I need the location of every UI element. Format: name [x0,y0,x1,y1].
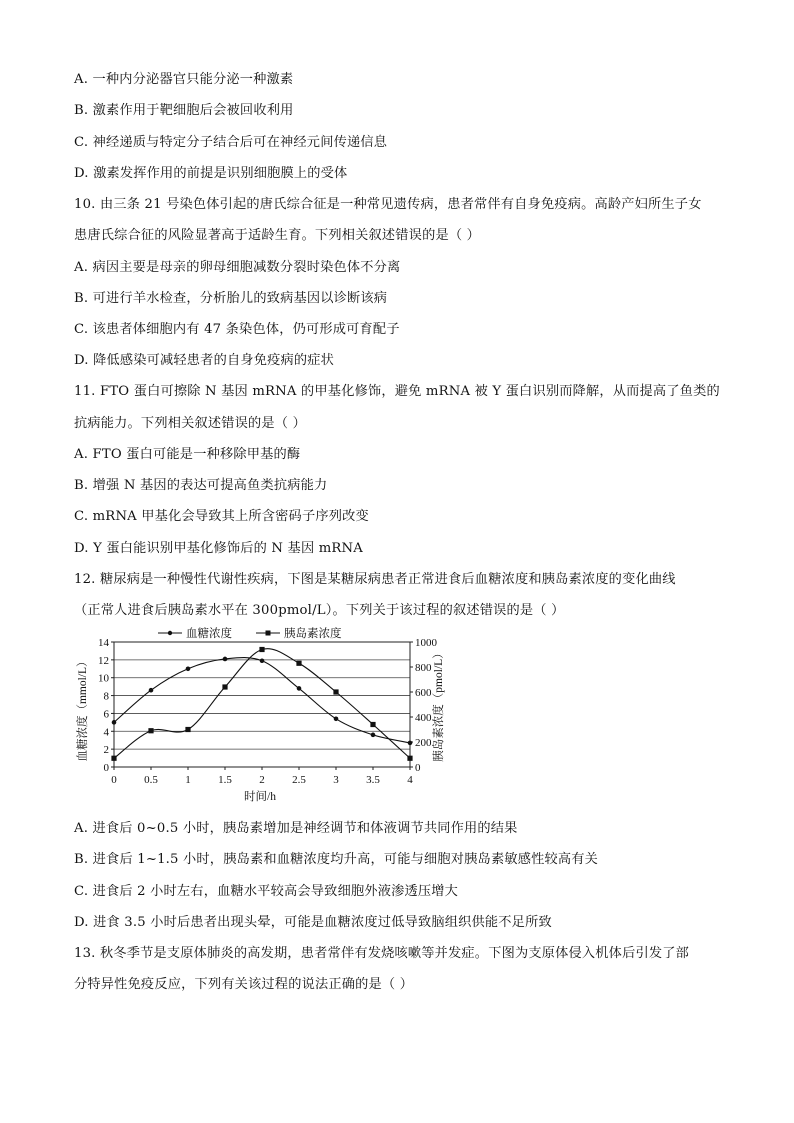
x-tick-label: 0.5 [144,774,158,786]
glucose-point [186,666,191,671]
q9-option-c: C. 神经递质与特定分子结合后可在神经元间传递信息 [74,135,388,150]
left-axis-label: 血糖浓度（mmol/L） [77,655,89,762]
insulin-point [259,647,264,652]
x-tick-label: 3 [333,774,339,786]
q9-option-b: B. 激素作用于靶细胞后会被回收利用 [74,103,294,118]
glucose-point [408,741,413,746]
insulin-point [148,728,153,733]
right-tick-label: 400 [415,712,432,724]
right-tick-label: 600 [415,687,432,699]
q10-stem-line2: 患唐氏综合征的风险显著高于适龄生育。下列相关叙述错误的是（ ） [74,228,481,243]
q12-option-c: C. 进食后 2 小时左右，血糖水平较高会导致细胞外液渗透压增大 [74,884,459,899]
glucose-point [112,720,117,725]
q10-option-b: B. 可进行羊水检查，分析胎儿的致病基因以诊断该病 [74,291,388,306]
q10-stem-line1: 10. 由三条 21 号染色体引起的唐氏综合征是一种常见遗传病，患者常伴有自身免疫病。高龄产妇所生子女 [74,197,702,212]
x-tick-label: 2.5 [292,774,306,786]
q11-stem-line2: 抗病能力。下列相关叙述错误的是（ ） [74,416,306,431]
q10-option-c: C. 该患者体细胞内有 47 条染色体，仍可形成可育配子 [74,322,400,337]
glucose-point [371,733,376,738]
insulin-series-line [114,649,410,759]
q10-option-d: D. 降低感染可减轻患者的自身免疫病的症状 [74,353,335,368]
x-tick-label: 0 [111,774,117,786]
left-tick-label: 4 [103,726,109,739]
right-axis-label: 胰岛素浓度（pmol/L） [433,647,445,762]
glucose-insulin-chart [70,624,450,814]
left-tick-label: 6 [103,708,109,721]
left-tick-label: 14 [98,637,109,649]
q12-option-b: B. 进食后 1~1.5 小时，胰岛素和血糖浓度均升高，可能与细胞对胰岛素敏感性较高有关 [74,852,599,867]
left-tick-label: 2 [103,744,109,757]
legend-label: 血糖浓度 [186,628,232,640]
right-tick-label: 0 [415,762,421,774]
q11-option-d: D. Y 蛋白能识别甲基化修饰后的 N 基因 mRNA [74,541,364,556]
right-tick-label: 200 [415,737,432,749]
x-axis-label: 时间/h [244,791,276,803]
q12-stem-line2: （正常人进食后胰岛素水平在 300pmol/L）。下列关于该过程的叙述错误的是（ ） [74,603,565,618]
legend-circle-marker [168,631,172,635]
left-tick-label: 10 [98,672,109,685]
right-tick-label: 1000 [415,637,437,649]
x-tick-label: 4 [407,774,413,786]
q9-option-a: A. 一种内分泌器官只能分泌一种激素 [74,72,294,87]
left-tick-label: 0 [103,762,109,774]
q11-stem-line1: 11. FTO 蛋白可擦除 N 基因 mRNA 的甲基化修饰，避免 mRNA 被 Y 蛋白识别而降解，从而提高了鱼类的 [74,384,720,399]
q12-option-a: A. 进食后 0~0.5 小时，胰岛素增加是神经调节和体液调节共同作用的结果 [74,821,518,836]
q11-option-c: C. mRNA 甲基化会导致其上所含密码子序列改变 [74,509,369,524]
insulin-point [296,661,301,666]
insulin-point [333,689,338,694]
glucose-point [297,686,302,691]
glucose-point [149,688,154,693]
q11-option-a: A. FTO 蛋白可能是一种移除甲基的酶 [74,447,301,462]
x-tick-label: 3.5 [366,774,380,786]
q9-option-d: D. 激素发挥作用的前提是识别细胞膜上的受体 [74,166,348,181]
left-tick-label: 12 [98,654,109,667]
glucose-point [334,716,339,721]
q10-option-a: A. 病因主要是母亲的卵母细胞减数分裂时染色体不分离 [74,260,401,275]
legend-square-marker [266,631,271,636]
q12-stem-line1: 12. 糖尿病是一种慢性代谢性疾病，下图是某糖尿病患者正常进食后血糖浓度和胰岛素浓度的变化曲线 [74,572,676,587]
insulin-point [222,684,227,689]
insulin-point [370,722,375,727]
insulin-point [185,727,190,732]
q11-option-b: B. 增强 N 基因的表达可提高鱼类抗病能力 [74,478,328,493]
q13-stem-line2: 分特异性免疫反应，下列有关该过程的说法正确的是（ ） [74,977,414,992]
legend-label: 胰岛素浓度 [284,628,342,640]
insulin-point [407,756,412,761]
right-tick-label: 800 [415,662,432,674]
q13-stem-line1: 13. 秋冬季节是支原体肺炎的高发期，患者常伴有发烧咳嗽等并发症。下图为支原体侵入机体后引发了部 [74,946,690,961]
x-tick-label: 2 [259,774,265,786]
x-tick-label: 1 [185,774,191,786]
q12-option-d: D. 进食 3.5 小时后患者出现头晕，可能是血糖浓度过低导致脑组织供能不足所致 [74,915,552,930]
x-tick-label: 1.5 [218,774,232,786]
insulin-point [111,756,116,761]
glucose-point [223,657,228,662]
glucose-point [260,658,265,663]
left-tick-label: 8 [103,690,109,703]
